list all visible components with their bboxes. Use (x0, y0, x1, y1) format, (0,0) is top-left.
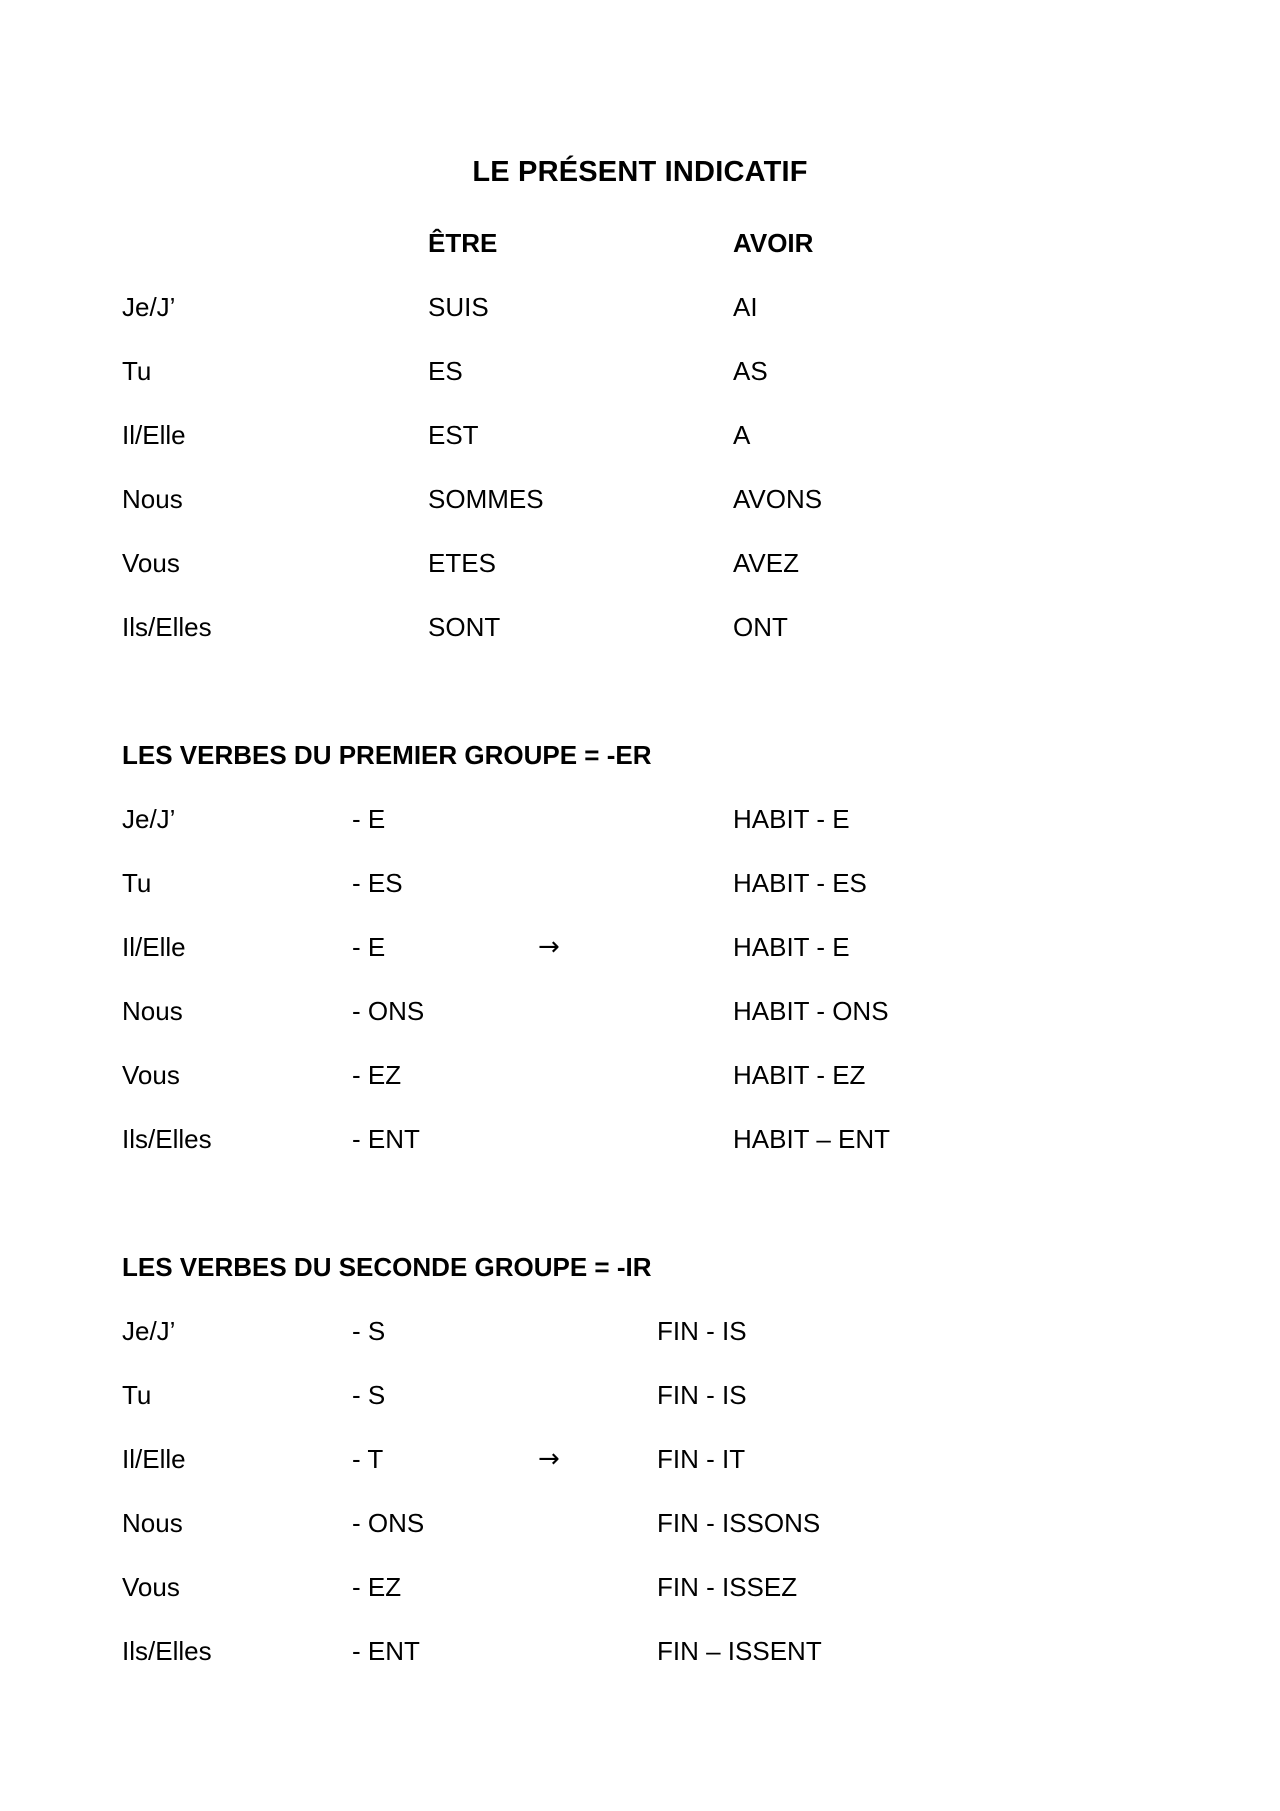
etre-cell: SONT (428, 612, 501, 642)
pronoun-cell: Vous (122, 1060, 180, 1090)
etre-cell: ETES (428, 548, 496, 578)
etre-cell: ES (428, 356, 463, 386)
pronoun-cell: Il/Elle (122, 1444, 186, 1474)
page-title: LE PRÉSENT INDICATIF (472, 156, 808, 188)
avoir-cell: AI (733, 292, 758, 322)
pronoun-cell: Je/J’ (122, 292, 176, 322)
arrow-right-icon: → (538, 932, 560, 962)
ending-cell: - ONS (352, 996, 425, 1026)
avoir-cell: AVEZ (733, 548, 799, 578)
example-cell: FIN - ISSONS (657, 1508, 821, 1538)
pronoun-cell: Tu (122, 356, 152, 386)
example-cell: FIN - IT (657, 1444, 746, 1474)
pronoun-cell: Tu (122, 1380, 152, 1410)
avoir-cell: AVONS (733, 484, 823, 514)
avoir-cell: ONT (733, 612, 788, 642)
etre-cell: SOMMES (428, 484, 544, 514)
ending-cell: - ENT (352, 1124, 420, 1154)
example-cell: HABIT - EZ (733, 1060, 866, 1090)
example-cell: HABIT – ENT (733, 1124, 891, 1154)
ending-cell: - S (352, 1316, 386, 1346)
pronoun-cell: Il/Elle (122, 932, 186, 962)
header-etre: ÊTRE (428, 228, 498, 258)
ending-cell: - ONS (352, 1508, 425, 1538)
pronoun-cell: Nous (122, 996, 183, 1026)
pronoun-cell: Il/Elle (122, 420, 186, 450)
etre-cell: EST (428, 420, 479, 450)
header-avoir: AVOIR (733, 228, 814, 258)
example-cell: HABIT - E (733, 932, 850, 962)
example-cell: HABIT - E (733, 804, 850, 834)
section-heading: LES VERBES DU PREMIER GROUPE = -ER (122, 740, 652, 770)
example-cell: FIN - IS (657, 1380, 747, 1410)
etre-cell: SUIS (428, 292, 489, 322)
pronoun-cell: Nous (122, 484, 183, 514)
pronoun-cell: Nous (122, 1508, 183, 1538)
pronoun-cell: Ils/Elles (122, 1636, 212, 1666)
arrow-right-icon: → (538, 1444, 560, 1474)
pronoun-cell: Ils/Elles (122, 612, 212, 642)
section-heading: LES VERBES DU SECONDE GROUPE = -IR (122, 1252, 652, 1282)
ending-cell: - E (352, 932, 386, 962)
example-cell: FIN - ISSEZ (657, 1572, 798, 1602)
avoir-cell: A (733, 420, 751, 450)
avoir-cell: AS (733, 356, 768, 386)
ending-cell: - T (352, 1444, 384, 1474)
ending-cell: - E (352, 804, 386, 834)
pronoun-cell: Ils/Elles (122, 1124, 212, 1154)
example-cell: FIN – ISSENT (657, 1636, 822, 1666)
ending-cell: - S (352, 1380, 386, 1410)
example-cell: FIN - IS (657, 1316, 747, 1346)
pronoun-cell: Je/J’ (122, 804, 176, 834)
pronoun-cell: Je/J’ (122, 1316, 176, 1346)
pronoun-cell: Vous (122, 548, 180, 578)
example-cell: HABIT - ONS (733, 996, 889, 1026)
ending-cell: - ENT (352, 1636, 420, 1666)
ending-cell: - EZ (352, 1572, 402, 1602)
example-cell: HABIT - ES (733, 868, 867, 898)
ending-cell: - EZ (352, 1060, 402, 1090)
pronoun-cell: Tu (122, 868, 152, 898)
ending-cell: - ES (352, 868, 403, 898)
pronoun-cell: Vous (122, 1572, 180, 1602)
